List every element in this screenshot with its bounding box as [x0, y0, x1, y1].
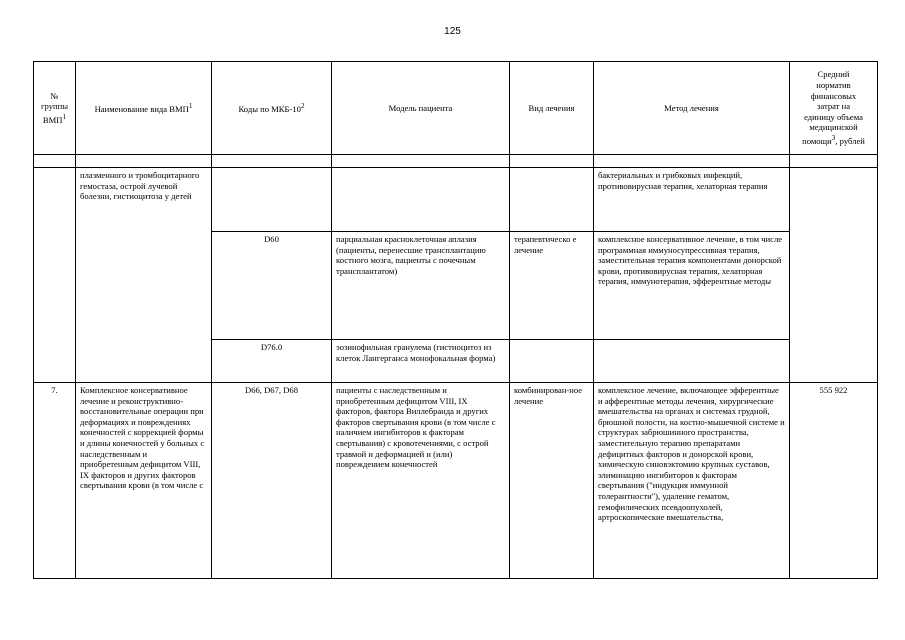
- page-number: 125: [444, 26, 461, 37]
- vmp-table: [33, 61, 878, 579]
- cell-treatment: [510, 168, 594, 232]
- cell-cost: 555 922: [790, 383, 878, 579]
- cell-codes: [212, 168, 332, 232]
- header-name: Наименование вида ВМП$^1$: [76, 62, 212, 155]
- cell-method: комплексное консервативное лечение, в том числе программная иммуносупрессивная терапия, заместительная терапия компонентами донорской крови, противовирусная терапия, хелаторная терапия, иммунотерапия, эфферентные методы: [594, 232, 790, 340]
- cell-method: бактериальных и грибковых инфекций, противовирусная терапия, хелаторная терапия: [594, 168, 790, 232]
- cell-codes: D76.0: [212, 340, 332, 383]
- cell-model: парциальная красноклеточная аплазия (пациенты, перенесшие трансплантацию костного мозга, пациенты с почечным трансплантатом): [332, 232, 510, 340]
- header-method: Метод лечения: [594, 62, 790, 155]
- cell-treatment: терапевтическо е лечение: [510, 232, 594, 340]
- cell-model: пациенты с наследственным и приобретенным дефицитом VIII, IX факторов, фактора Виллебранда и других факторов свертывания крови (в том числе с наличием ингибиторов к факторам свертывания) с кровотечениями, с острой травмой и деформацией и (или) повреждением конечностей: [332, 383, 510, 579]
- cell-name: плазменного и тромбоцитарного гемостаза, острой лучевой болезни, гистиоцитоза у детей: [76, 168, 212, 383]
- table-row: [34, 383, 878, 579]
- header-treatment: Вид лечения: [510, 62, 594, 155]
- cell-codes: D66, D67, D68: [212, 383, 332, 579]
- cell-group: 7.: [34, 383, 76, 579]
- cell-treatment: [510, 340, 594, 383]
- table-row: [34, 168, 878, 232]
- header-row: [34, 62, 878, 155]
- cell-name: Комплексное консервативное лечение и реконструктивно-восстановительные операции при деформациях и повреждениях конечностей с коррекцией формы и длины конечностей у больных с наследственным и приобретенным дефицитом VIII, IX факторов и других факторов свертывания крови (в том числе с: [76, 383, 212, 579]
- header-codes: Коды по МКБ-$10^2$: [212, 62, 332, 155]
- cell-model: эозинофильная гранулема (гистиоцитоз из клеток Лангерганса монофокальная форма): [332, 340, 510, 383]
- cell-treatment: комбинирован-ное лечение: [510, 383, 594, 579]
- cell-method: [594, 340, 790, 383]
- cell-model: [332, 168, 510, 232]
- cell-codes: D60: [212, 232, 332, 340]
- header-model: Модель пациента: [332, 62, 510, 155]
- cell-group: [34, 168, 76, 383]
- header-cost: Средний норматив финансовых затрат на единицу объема медицинской помощи$^3$, рублей: [790, 62, 878, 155]
- cell-method: комплексное лечение, включающее эфферентные и афферентные методы лечения, хирургические вмешательства на органах и системах грудной, брюшной полости, на костно-мышечной системе и структурах забрюшинного пространства, заместительную терапию препаратами дефицитных факторов и донорской крови, химическую синовэктомию крупных суставов, элиминацию ингибиторов к факторам свертывания ("индукция иммунной толерантности"), удаление гематом, гемофилических псевдоопухолей, артроскопические вмешательства,: [594, 383, 790, 579]
- spacer-row: [34, 155, 878, 168]
- cell-cost: [790, 168, 878, 383]
- header-group: № группы ВМП$^1$: [34, 62, 76, 155]
